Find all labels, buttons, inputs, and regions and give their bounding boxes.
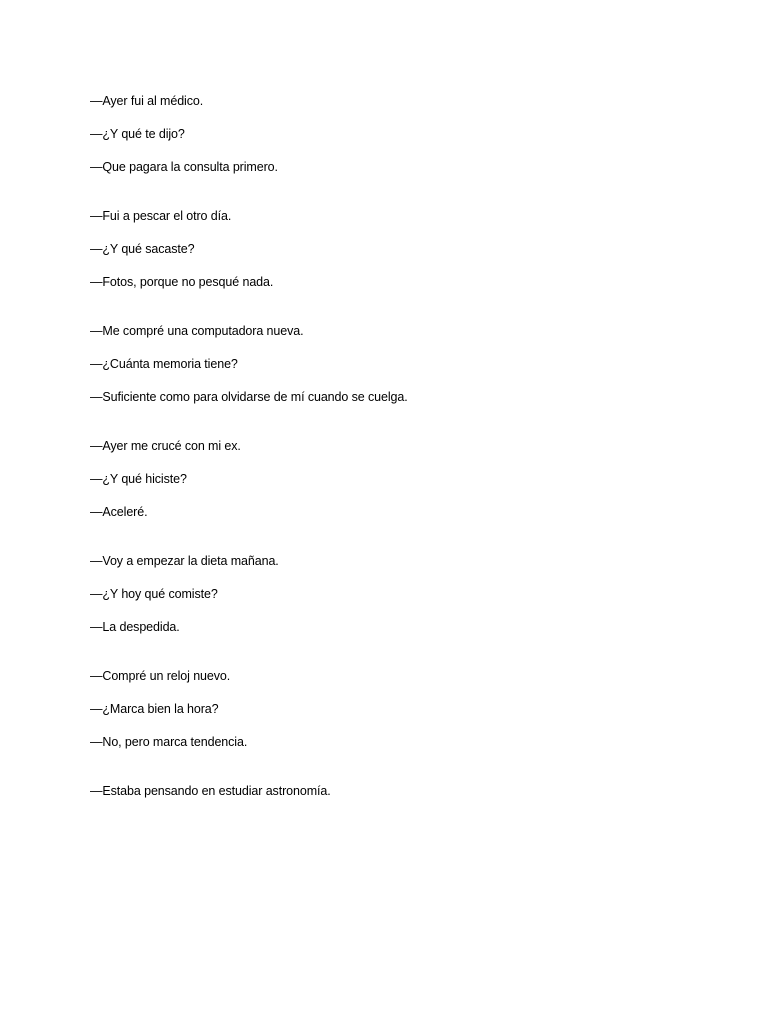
joke-block xyxy=(90,783,690,800)
dialogue-line: —Me compré una computadora nueva. xyxy=(90,324,304,338)
dialogue-line: —Ayer fui al médico. xyxy=(90,94,204,108)
joke-block xyxy=(90,668,690,751)
dialogue-line: —Fui a pescar el otro día. xyxy=(90,209,232,223)
dialogue-line: —Compré un reloj nuevo. xyxy=(90,669,231,683)
dialogue-line: —Voy a empezar la dieta mañana. xyxy=(90,554,279,568)
dialogue-line: —No, pero marca tendencia. xyxy=(90,735,248,749)
dialogue-line: —Suficiente como para olvidarse de mí cuando se cuelga. xyxy=(90,390,408,404)
joke-block xyxy=(90,553,690,636)
joke-block xyxy=(90,208,690,291)
dialogue-line: —¿Y qué hiciste? xyxy=(90,472,187,486)
dialogue-line: —Que pagara la consulta primero. xyxy=(90,160,278,174)
dialogue-line: —Fotos, porque no pesqué nada. xyxy=(90,275,274,289)
dialogue-line: —¿Y qué te dijo? xyxy=(90,127,185,141)
dialogue-line: —¿Marca bien la hora? xyxy=(90,702,219,716)
dialogue-line: —Estaba pensando en estudiar astronomía. xyxy=(90,784,331,798)
dialogue-line: —La despedida. xyxy=(90,620,180,634)
dialogue-line: —Aceleré. xyxy=(90,505,148,519)
joke-block xyxy=(90,438,690,521)
joke-block xyxy=(90,323,690,406)
document-body xyxy=(90,93,690,832)
dialogue-line: —¿Y qué sacaste? xyxy=(90,242,195,256)
joke-block xyxy=(90,93,690,176)
dialogue-line: —¿Y hoy qué comiste? xyxy=(90,587,218,601)
dialogue-line: —Ayer me crucé con mi ex. xyxy=(90,439,241,453)
dialogue-line: —¿Cuánta memoria tiene? xyxy=(90,357,238,371)
